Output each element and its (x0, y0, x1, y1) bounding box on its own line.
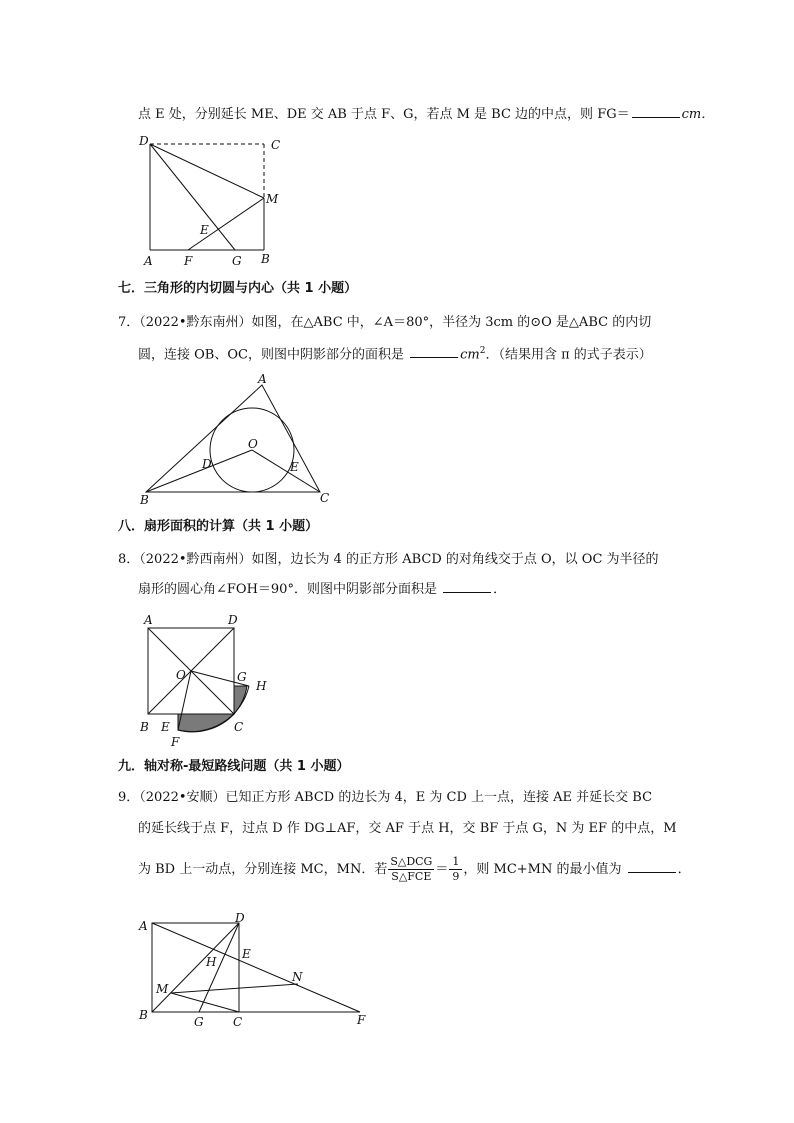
sec8-label-H: H (256, 679, 267, 693)
sec7-label-D: D (202, 457, 212, 471)
sec9-eq: ＝ (435, 862, 449, 877)
sec9-label-B: B (139, 1008, 148, 1022)
sec7-unit: cm (460, 347, 480, 363)
sec7-label-A: A (258, 372, 267, 386)
sec8-line2-pre: 扇形的圆心角∠FOH＝90°．则图中阴影部分面积是 (138, 582, 442, 597)
sec8-line2-post: ． (493, 582, 507, 597)
sec9-line3-pre: 为 BD 上一动点，分别连接 MC，MN．若 (138, 862, 388, 877)
q6-label-B: B (261, 252, 270, 266)
q6-label-C: C (271, 138, 281, 152)
sec8-line1: 8．（2022•黔西南州）如图，边长为 4 的正方形 ABCD 的对角线交于点 O，以 OC 为半径的 (118, 552, 659, 567)
q6-unit: cm． (681, 107, 715, 122)
sec9-segment-DG (199, 923, 239, 1012)
sec7-unit-sup: 2 (479, 346, 486, 356)
sec9-label-H: H (206, 955, 217, 969)
q6-label-G: G (232, 254, 242, 268)
sec9-label-N: N (292, 970, 303, 984)
sec8-heading: 八．扇形面积的计算（共 1 小题） (118, 519, 319, 534)
sec9-segment-BD (152, 923, 239, 1012)
sec7-line2-pre: 圆，连接 OB、OC，则图中阴影部分的面积是 (138, 347, 409, 363)
sec9-line2: 的延长线于点 F，过点 D 作 DG⊥AF，交 AF 于点 H，交 BF 于点 G，N 为 EF 的中点，M (138, 821, 677, 836)
sec7-label-B: B (140, 493, 149, 507)
q6-label-F: F (184, 254, 193, 268)
sec9-frac1-num: S△DCG (390, 855, 433, 868)
sec9-line1: 9．（2022•安顺）已知正方形 ABCD 的边长为 4，E 为 CD 上一点，连接 AE 并延长交 BC (118, 790, 653, 805)
sec9-heading: 九．轴对称-最短路线问题（共 1 小题） (118, 759, 350, 774)
sec8-label-B: B (140, 720, 149, 734)
sec9-label-C: C (233, 1015, 243, 1029)
sec7-line2-post: ．（结果用含 π 的式子表示） (485, 347, 652, 363)
sec9-label-F: F (357, 1013, 366, 1027)
q6-text: 点 E 处，分别延长 ME、DE 交 AB 于点 F、G，若点 M 是 BC 边的中点，则 FG＝ (138, 107, 630, 122)
sec9-label-D: D (235, 911, 245, 925)
sec9-frac2-den: 9 (452, 870, 460, 883)
sec9-label-G: G (194, 1015, 204, 1029)
q6-label-E: E (200, 223, 209, 237)
sec7-label-E: E (290, 460, 299, 474)
sec9-segment-MC (171, 993, 239, 1012)
sec7-label-O: O (248, 437, 258, 451)
sec8-label-O: O (176, 668, 186, 682)
q6-label-D: D (139, 134, 149, 148)
sec8-label-G: G (237, 670, 247, 684)
sec9-line3-post: ，则 MC+MN 的最小值为 (463, 862, 626, 877)
sec9-line3-end: ． (677, 862, 691, 877)
sec9-label-M: M (156, 982, 169, 996)
sec8-label-E: E (161, 720, 170, 734)
sec8-label-C: C (234, 720, 244, 734)
q6-label-M: M (266, 192, 279, 206)
q6-label-A: A (144, 254, 153, 268)
sec8-label-D: D (228, 613, 238, 627)
sec7-label-C: C (320, 491, 330, 505)
sec8-label-F: F (171, 735, 180, 749)
sec8-label-A: A (144, 613, 153, 627)
sec9-label-A: A (139, 919, 148, 933)
sec7-line1: 7．（2022•黔东南州）如图，在△ABC 中，∠A＝80°，半径为 3cm 的⊙O 是△ABC 的内切 (118, 315, 652, 330)
sec9-label-E: E (242, 947, 251, 961)
sec9-frac2-num: 1 (449, 855, 462, 870)
sec9-segment-MN (171, 984, 298, 993)
sec9-frac1-den: S△FCE (391, 870, 432, 883)
sec7-heading: 七．三角形的内切圆与内心（共 1 小题） (118, 281, 358, 296)
sec9-segment-AF (152, 923, 360, 1012)
